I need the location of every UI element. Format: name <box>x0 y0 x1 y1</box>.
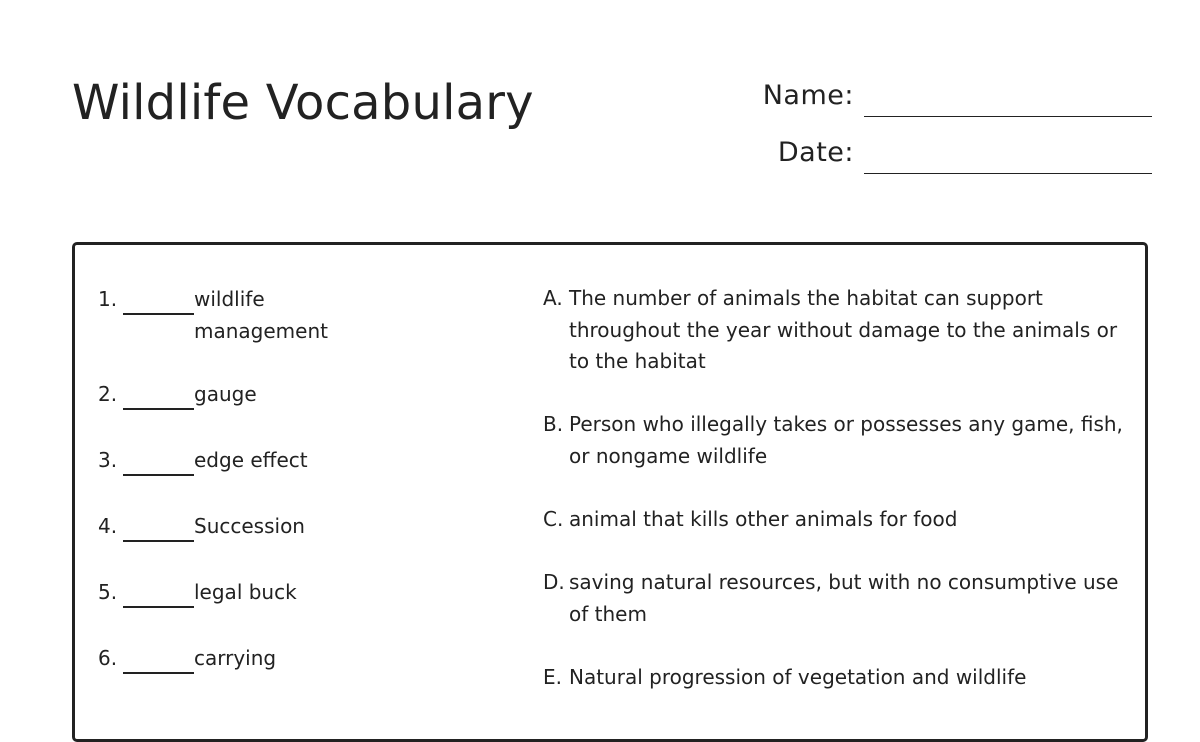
definition-letter: A. <box>543 286 563 310</box>
answer-blank[interactable] <box>123 474 194 476</box>
definition-letter: B. <box>543 412 564 436</box>
definition-letter: D. <box>543 570 565 594</box>
answer-blank[interactable] <box>123 408 194 410</box>
definition-letter: E. <box>543 665 562 689</box>
definition-letter: C. <box>543 507 564 531</box>
question-number: 5. <box>98 580 118 604</box>
question-term: edge effect <box>194 448 308 472</box>
definition-text: animal that kills other animals for food <box>569 507 958 531</box>
question-number: 6. <box>98 646 118 670</box>
question-term: carrying <box>194 646 277 670</box>
definition-text: Natural progression of vegetation and wildlife <box>569 665 1027 689</box>
date-label: Date: <box>777 137 854 168</box>
definition-text: Person who illegally takes or possesses any game, fish, or nongame wildlife <box>569 412 1123 468</box>
answer-blank[interactable] <box>123 540 194 542</box>
date-field[interactable] <box>700 133 1152 173</box>
question-term: wildlife management <box>194 287 328 343</box>
definition-text: saving natural resources, but with no consumptive use of them <box>569 570 1119 626</box>
worksheet-title: Wildlife Vocabulary <box>72 75 534 131</box>
answer-blank[interactable] <box>123 313 194 315</box>
question-number: 2. <box>98 382 118 406</box>
question-term: legal buck <box>194 580 297 604</box>
name-label: Name: <box>762 80 854 111</box>
answer-blank[interactable] <box>123 672 194 674</box>
answer-blank[interactable] <box>123 606 194 608</box>
question-number: 1. <box>98 287 118 311</box>
question-number: 3. <box>98 448 118 472</box>
date-blank-line[interactable] <box>864 173 1152 174</box>
name-field[interactable] <box>700 76 1152 116</box>
question-term: gauge <box>194 382 257 406</box>
name-blank-line[interactable] <box>864 116 1152 117</box>
definition-text: The number of animals the habitat can support throughout the year without damage to the animals or to the habitat <box>569 286 1118 373</box>
question-number: 4. <box>98 514 118 538</box>
question-term: Succession <box>194 514 305 538</box>
